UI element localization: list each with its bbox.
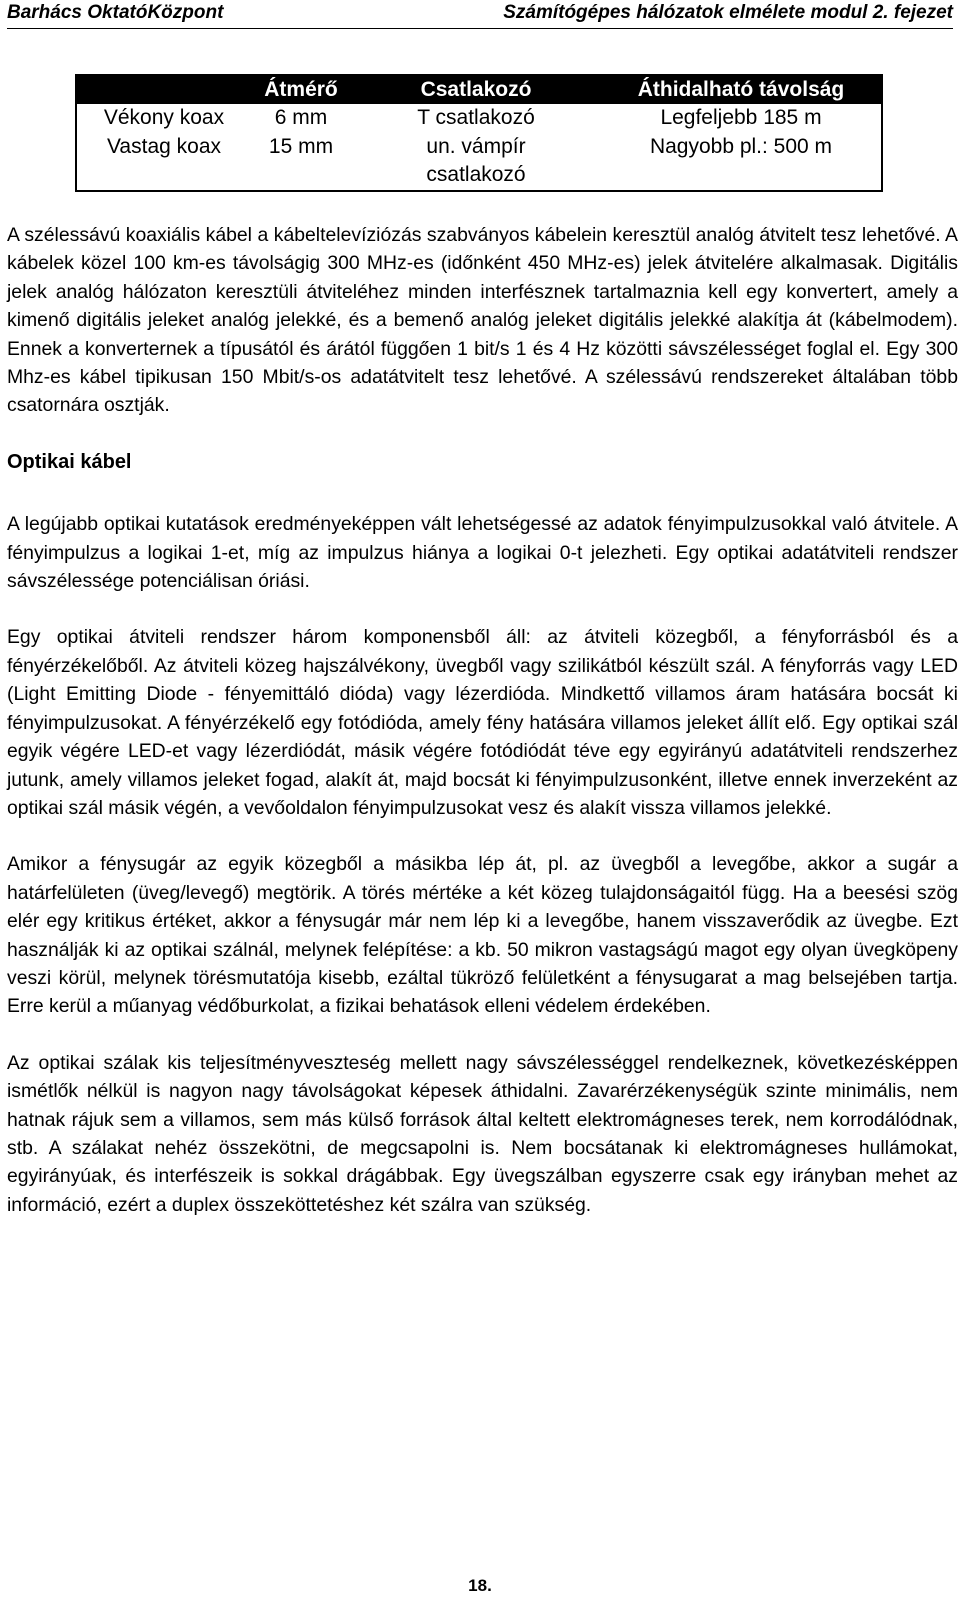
paragraph-optical-intro: A legújabb optikai kutatások eredményeképpen vált lehetségessé az adatok fényimpulzusokkal való átvitele. A fényimpulzus a logikai 1-et, míg az impulzus hiánya a logikai 0-t jelezheti. Egy optikai adatátviteli rendszer sávszélessége potenciálisan óriási. xyxy=(7,513,958,593)
section-heading: Optikai kábel xyxy=(7,450,132,473)
page-number: 18. xyxy=(468,1576,492,1595)
header-right: Számítógépes hálózatok elmélete modul 2. fejezet xyxy=(503,2,953,23)
paragraph-broadband-coax: A szélessávú koaxiális kábel a kábeltelevíziózás szabványos kábelein keresztül analóg átvitelt tesz lehetővé. A kábelek közel 100 km-es távolságig 300 MHz-es (időnként 450 MHz-es) jelek átvitelére alkalmasak. Digitális jelek analóg hálózaton keresztüli átviteléhez minden interfésznek tartalmaznia kell egy konvertert, amely a kimenő digitális jeleket analóg jelekké, és a bemenő analóg jeleket digitális jelekké alakítja át (kábelmodem). Ennek a konverternek a típusától és árától függően 1 bit/s 1 és 4 Hz közötti sávszélességet foglal el. Egy 300 Mhz-es kábel tipikusan 150 Mbit/s-os adatátvitelt tesz lehetővé. A szélessávú rendszereket általában több csatornára osztják. xyxy=(7,224,958,417)
table-cell: un. vámpír csatlakozó xyxy=(426,134,526,186)
header-rule xyxy=(7,28,953,29)
paragraph-refraction: Amikor a fénysugár az egyik közegből a másikba lép át, pl. az üvegből a levegőbe, akkor a sugár a határfelületen (üveg/levegő) megtörik. A törés mértéke a két közeg tulajdonságaitól függ. Ha a beesési szög elér egy kritikus értéket, akkor a fénysugár már nem lép ki a levegőbe, hanem visszaverődik az üvegbe. Ezt használják ki az optikai szálnál, melynek felépítése: a kb. 50 mikron vastagságú magot egy olyan üvegköpeny veszi körül, melynek törésmutatója kisebb, ezáltal tükröző felületként a fénysugarat a mag belsejében tartja. Erre kerül a műanyag védőburkolat, a fizikai behatások elleni védelem érdekében. xyxy=(7,853,958,1018)
table-header-cell: Áthidalható távolság xyxy=(601,75,882,104)
paragraph-optical-components: Egy optikai átviteli rendszer három komponensből áll: az átviteli közegből, a fényforrásból és a fényérzékelőből. Az átviteli közeg hajszálvékony, üvegből vagy szilikátból készült szál. A fényforrás vagy LED (Light Emitting Diode - fényemittáló dióda) vagy lézerdióda. Mindkettő villamos áram hatására bocsát ki fényimpulzusokat. A fényérzékelő egy fotódióda, amely fény hatására villamos jeleket állít elő. Egy optikai szál egyik végére LED-et vagy lézerdiódát, másik végére fotódiódát téve egy egyirányú adatátviteli rendszerhez jutunk, amely villamos jeleket fogad, alakít át, majd bocsát ki fényimpulzusonként, illetve ennek inverzeként az optikai szál másik végén, a vevőoldalon fényimpulzusokat vesz és alakít vissza villamos jelekké. xyxy=(7,626,958,819)
table-cell: T csatlakozó xyxy=(417,106,535,129)
table-cell: Legfeljebb 185 m xyxy=(660,106,822,129)
table-row xyxy=(76,104,882,133)
table-cell: Nagyobb pl.: 500 m xyxy=(649,134,833,158)
table-cell: 15 mm xyxy=(268,134,334,158)
table-cell: 6 mm xyxy=(274,106,328,129)
table-header-row xyxy=(76,75,882,104)
table-header-cell: Átmérő xyxy=(251,75,351,104)
table-header-cell: Csatlakozó xyxy=(351,75,601,104)
paragraph-optical-advantages: Az optikai szálak kis teljesítményveszteség mellett nagy sávszélességgel rendelkeznek, következésképpen ismétlők nélkül is nagyon nagy távolságokat képesek áthidalni. Zavarérzékenységük szinte minimális, nem hatnak rájuk sem a villamos, sem más külső források által keltett elektromágneses terek, nem korrodálódnak, stb. A szálakat nehéz összekötni, de megcsapolni is. Nem bocsátanak ki elektromágneses hullámokat, egyirányúak, és interfészeik is sokkal drágábbak. Egy üvegszálban egyszerre csak egy irányban mehet az információ, ezért a duplex összeköttetéshez két szálra van szükség. xyxy=(7,1051,958,1216)
document-body xyxy=(7,221,958,1219)
table-cell: Vastag koax xyxy=(106,134,221,158)
cable-comparison-table xyxy=(75,74,883,192)
table-cell: Vékony koax xyxy=(103,106,225,129)
table-row xyxy=(76,133,882,191)
header-left: Barhács OktatóKözpont xyxy=(7,2,224,23)
table-header-cell xyxy=(76,75,251,104)
page-header xyxy=(7,0,953,26)
